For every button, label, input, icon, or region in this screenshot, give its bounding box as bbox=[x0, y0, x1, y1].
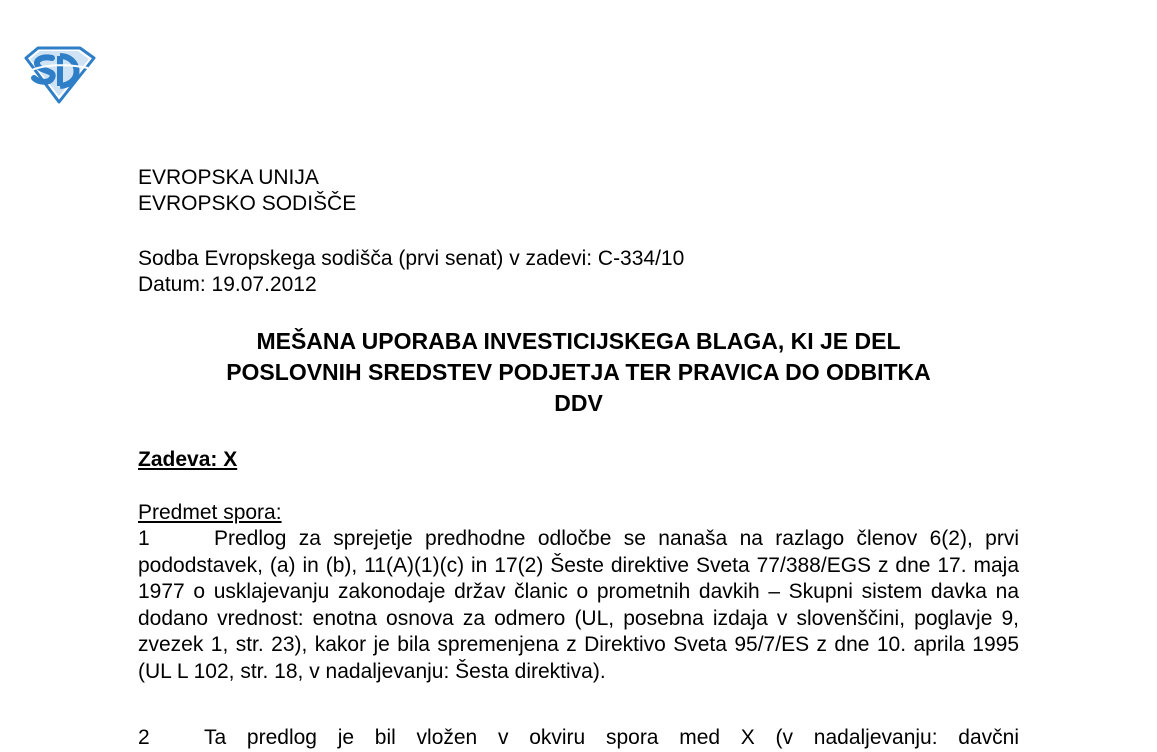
paragraph-text: Ta predlog je bil vložen v okviru spora med X (v nadaljevanju: davčni bbox=[204, 726, 1019, 749]
paragraph-text: Predlog za sprejetje predhodne odločbe se nanaša na razlago členov 6(2), prvi pododstavek, (a) in (b), 11(A)(1)(c) in 17(2) Šeste direktive Sveta 77/388/EGS z dne 17. maja 1977 o usklajevanju zakonodaje držav članic o prometnih davkih – Skupni sistem davka na dodano vrednost: enotna osnova za odmero (UL, posebna izdaja v slovenščini, poglavje 9, zvezek 1, str. 23), kakor je bila spremenjena z Direktivo Sveta 95/7/ES z dne 10. aprila 1995 (UL L 102, str. 18, v nadaljevanju: Šesta direktiva). bbox=[138, 527, 1019, 683]
case-info bbox=[138, 246, 1019, 298]
paragraph-number: 2 bbox=[138, 726, 150, 749]
header-line-union: EVROPSKA UNIJA bbox=[138, 166, 319, 189]
subject-heading: Predmet spora: bbox=[138, 501, 282, 524]
header-line-court: EVROPSKO SODIŠČE bbox=[138, 192, 357, 215]
paragraph-number: 1 bbox=[138, 527, 150, 550]
title-line-1: MEŠANA UPORABA INVESTICIJSKEGA BLAGA, KI JE DEL bbox=[256, 328, 901, 354]
document-title bbox=[138, 326, 1019, 419]
title-line-3: DDV bbox=[554, 390, 603, 416]
court-header bbox=[138, 165, 1019, 217]
paragraph-2 bbox=[138, 725, 1019, 752]
paragraph-1 bbox=[138, 526, 1019, 686]
zadeva-heading: Zadeva: X bbox=[138, 448, 238, 471]
case-reference: Sodba Evropskega sodišča (prvi senat) v zadevi: C-334/10 bbox=[138, 247, 685, 270]
case-date: Datum: 19.07.2012 bbox=[138, 273, 317, 296]
title-line-2: POSLOVNIH SREDSTEV PODJETJA TER PRAVICA DO ODBITKA bbox=[226, 359, 931, 385]
sd-logo-icon bbox=[22, 46, 96, 104]
